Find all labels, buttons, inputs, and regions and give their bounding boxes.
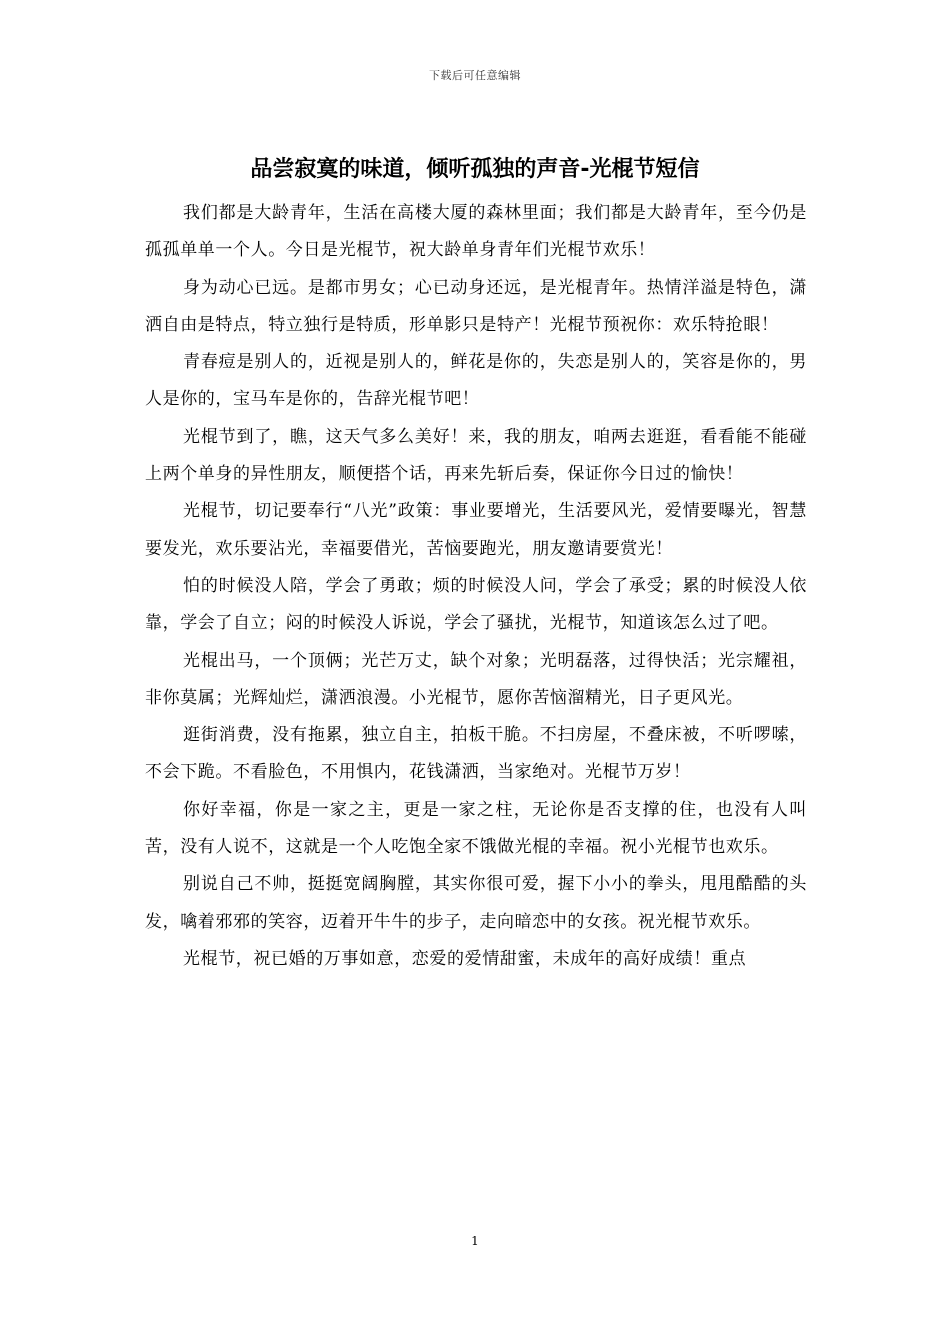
paragraph: 光棍节到了，瞧，这天气多么美好！来，我的朋友，咱两去逛逛，看看能不能碰上两个单身的异性朋友，顺便搭个话，再来先斩后奏，保证你今日过的愉快！	[145, 426, 807, 485]
header-note: 下载后可任意编辑	[429, 69, 521, 82]
paragraph: 光棍节，祝已婚的万事如意，恋爱的爱情甜蜜，未成年的高好成绩！重点	[183, 948, 747, 969]
paragraph: 你好幸福，你是一家之主，更是一家之柱，无论你是否支撑的住，也没有人叫苦，没有人说不，这就是一个人吃饱全家不饿做光棍的幸福。祝小光棍节也欢乐。	[145, 799, 807, 858]
paragraph: 光棍出马，一个顶俩；光芒万丈，缺个对象；光明磊落，过得快活；光宗耀祖，非你莫属；光辉灿烂，潇洒浪漫。小光棍节，愿你苦恼溜精光，日子更风光。	[145, 650, 807, 708]
paragraph: 青春痘是别人的，近视是别人的，鲜花是你的，失恋是别人的，笑容是你的，男人是你的，宝马车是你的，告辞光棍节吧！	[145, 352, 807, 410]
paragraph: 光棍节，切记要奉行“八光”政策：事业要增光，生活要风光，爱情要曝光，智慧要发光，欢乐要沾光，幸福要借光，苦恼要跑光，朋友邀请要赏光！	[145, 501, 807, 559]
document-title: 品尝寂寞的味道，倾听孤独的声音-光棍节短信	[250, 157, 700, 182]
paragraph: 别说自己不帅，挺挺宽阔胸膛，其实你很可爱，握下小小的拳头，甩甩酷酷的头发，噙着邪邪的笑容，迈着开牛牛的步子，走向暗恋中的女孩。祝光棍节欢乐。	[145, 874, 807, 932]
paragraph: 身为动心已远。是都市男女；心已动身还远，是光棍青年。热情洋溢是特色，潇洒自由是特点，特立独行是特质，形单影只是特产！光棍节预祝你：欢乐特抢眼！	[145, 277, 807, 335]
paragraph: 怕的时候没人陪，学会了勇敢；烦的时候没人问，学会了承受；累的时候没人依靠，学会了自立；闷的时候没人诉说，学会了骚扰，光棍节，知道该怎么过了吧。	[145, 575, 807, 634]
paragraph: 逛街消费，没有拖累，独立自主，拍板干脆。不扫房屋，不叠床被，不听啰嗦，不会下跪。不看脸色，不用惧内，花钱潇洒，当家绝对。光棍节万岁！	[145, 725, 807, 783]
page-number: 1	[471, 1234, 479, 1248]
document-body	[145, 195, 807, 978]
paragraph: 我们都是大龄青年，生活在高楼大厦的森林里面；我们都是大龄青年，至今仍是孤孤单单一个人。今日是光棍节，祝大龄单身青年们光棍节欢乐！	[145, 203, 807, 261]
